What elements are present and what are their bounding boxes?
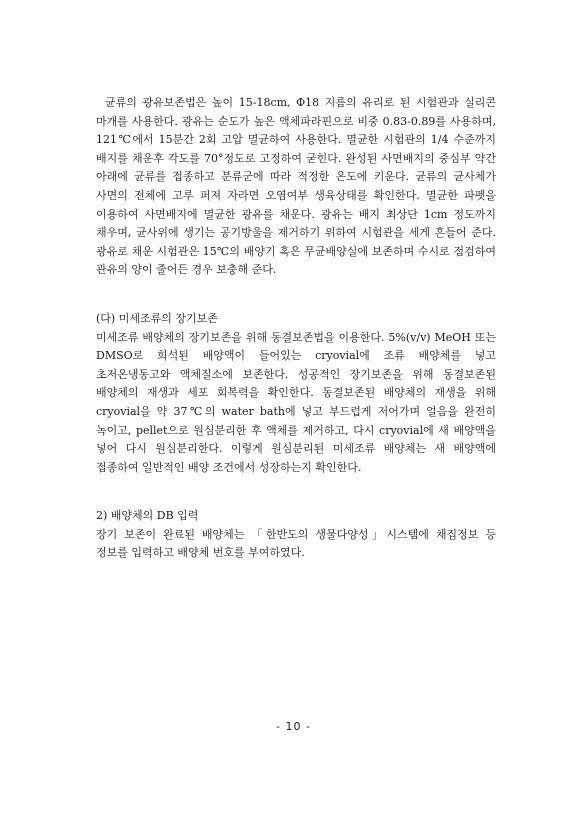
section-heading-microalgae-preservation: (다) 미세조류의 장기보존 — [96, 311, 218, 325]
spacer — [96, 477, 496, 507]
paragraph-mineral-oil-preservation: 균류의 광유보존법은 높이 15-18cm, Φ18 지름의 유리로 된 시험관과 실리콘 마개를 사용한다. 광유는 순도가 높은 액체파라핀으로 비중 0.83-0.89를 사용하며, 121℃에서 15분간 2회 고압 멸균하여 사용한다. 멸균한 시험관의 1/4 수준까지 배지를 채운후 각도를 70°정도로 고정하여 굳힌다. 완성된 사면배지의 중심부 약간 아래에 균류를 접종하고 분류군에 따라 적정한 온도에 키운다. 균류의 균사체가 사면의 전체에 고루 퍼져 자라면 오염여부 생육상태를 확인한다. 멸균한 파펫을 이용하여 사면배지에 멸균한 광유를 채운다. 광유는 배지 최상단 1cm 정도까지 채우며, 균사위에 생기는 공기방울을 제거하기 위하여 시험관을 세게 흔들어 준다. 광유로 채운 시험관은 15℃의 배양기 혹은 무균배양실에 보존하며 수시로 점검하여 관유의 양이 줄어든 경우 보충해 준다. — [96, 96, 496, 277]
document-body — [96, 94, 496, 563]
paragraph-cryopreservation: 미세조류 배양체의 장기보존을 위해 동결보존법을 이용한다. 5%(v/v) MeOH 또는 DMSO로 희석된 배양액이 들어있는 cryovial에 조류 배양체를 넣고 초저온냉동고와 액체질소에 보존한다. 성공적인 장기보존을 위해 동결보존된 배양체의 재생과 세포 회복력을 확인한다. 동결보존된 배양체의 재생을 위해 cryovial을 약 37℃의 water bath에 넣고 부드럽게 저어가며 얼음을 완전히 녹이고, pellet으로 원심분리한 후 액체를 제거하고, 다시 cryovial에 새 배양액을 넣어 다시 원심분리한다. 이렇게 원심분리된 미세조류 배양체는 새 배양액에 접종하여 일반적인 배양 조건에서 성장하는지 확인한다. — [96, 330, 496, 474]
page-number: - 10 - — [276, 720, 311, 733]
paragraph-db-registration: 장기 보존이 완료된 배양체는 「한반도의 생물다양성」시스템에 채집정보 등 정보를 입력하고 배양체 번호를 부여하였다. — [96, 527, 496, 560]
spacer — [96, 280, 496, 310]
section-heading-db-input: 2) 배양체의 DB 입력 — [96, 509, 199, 523]
